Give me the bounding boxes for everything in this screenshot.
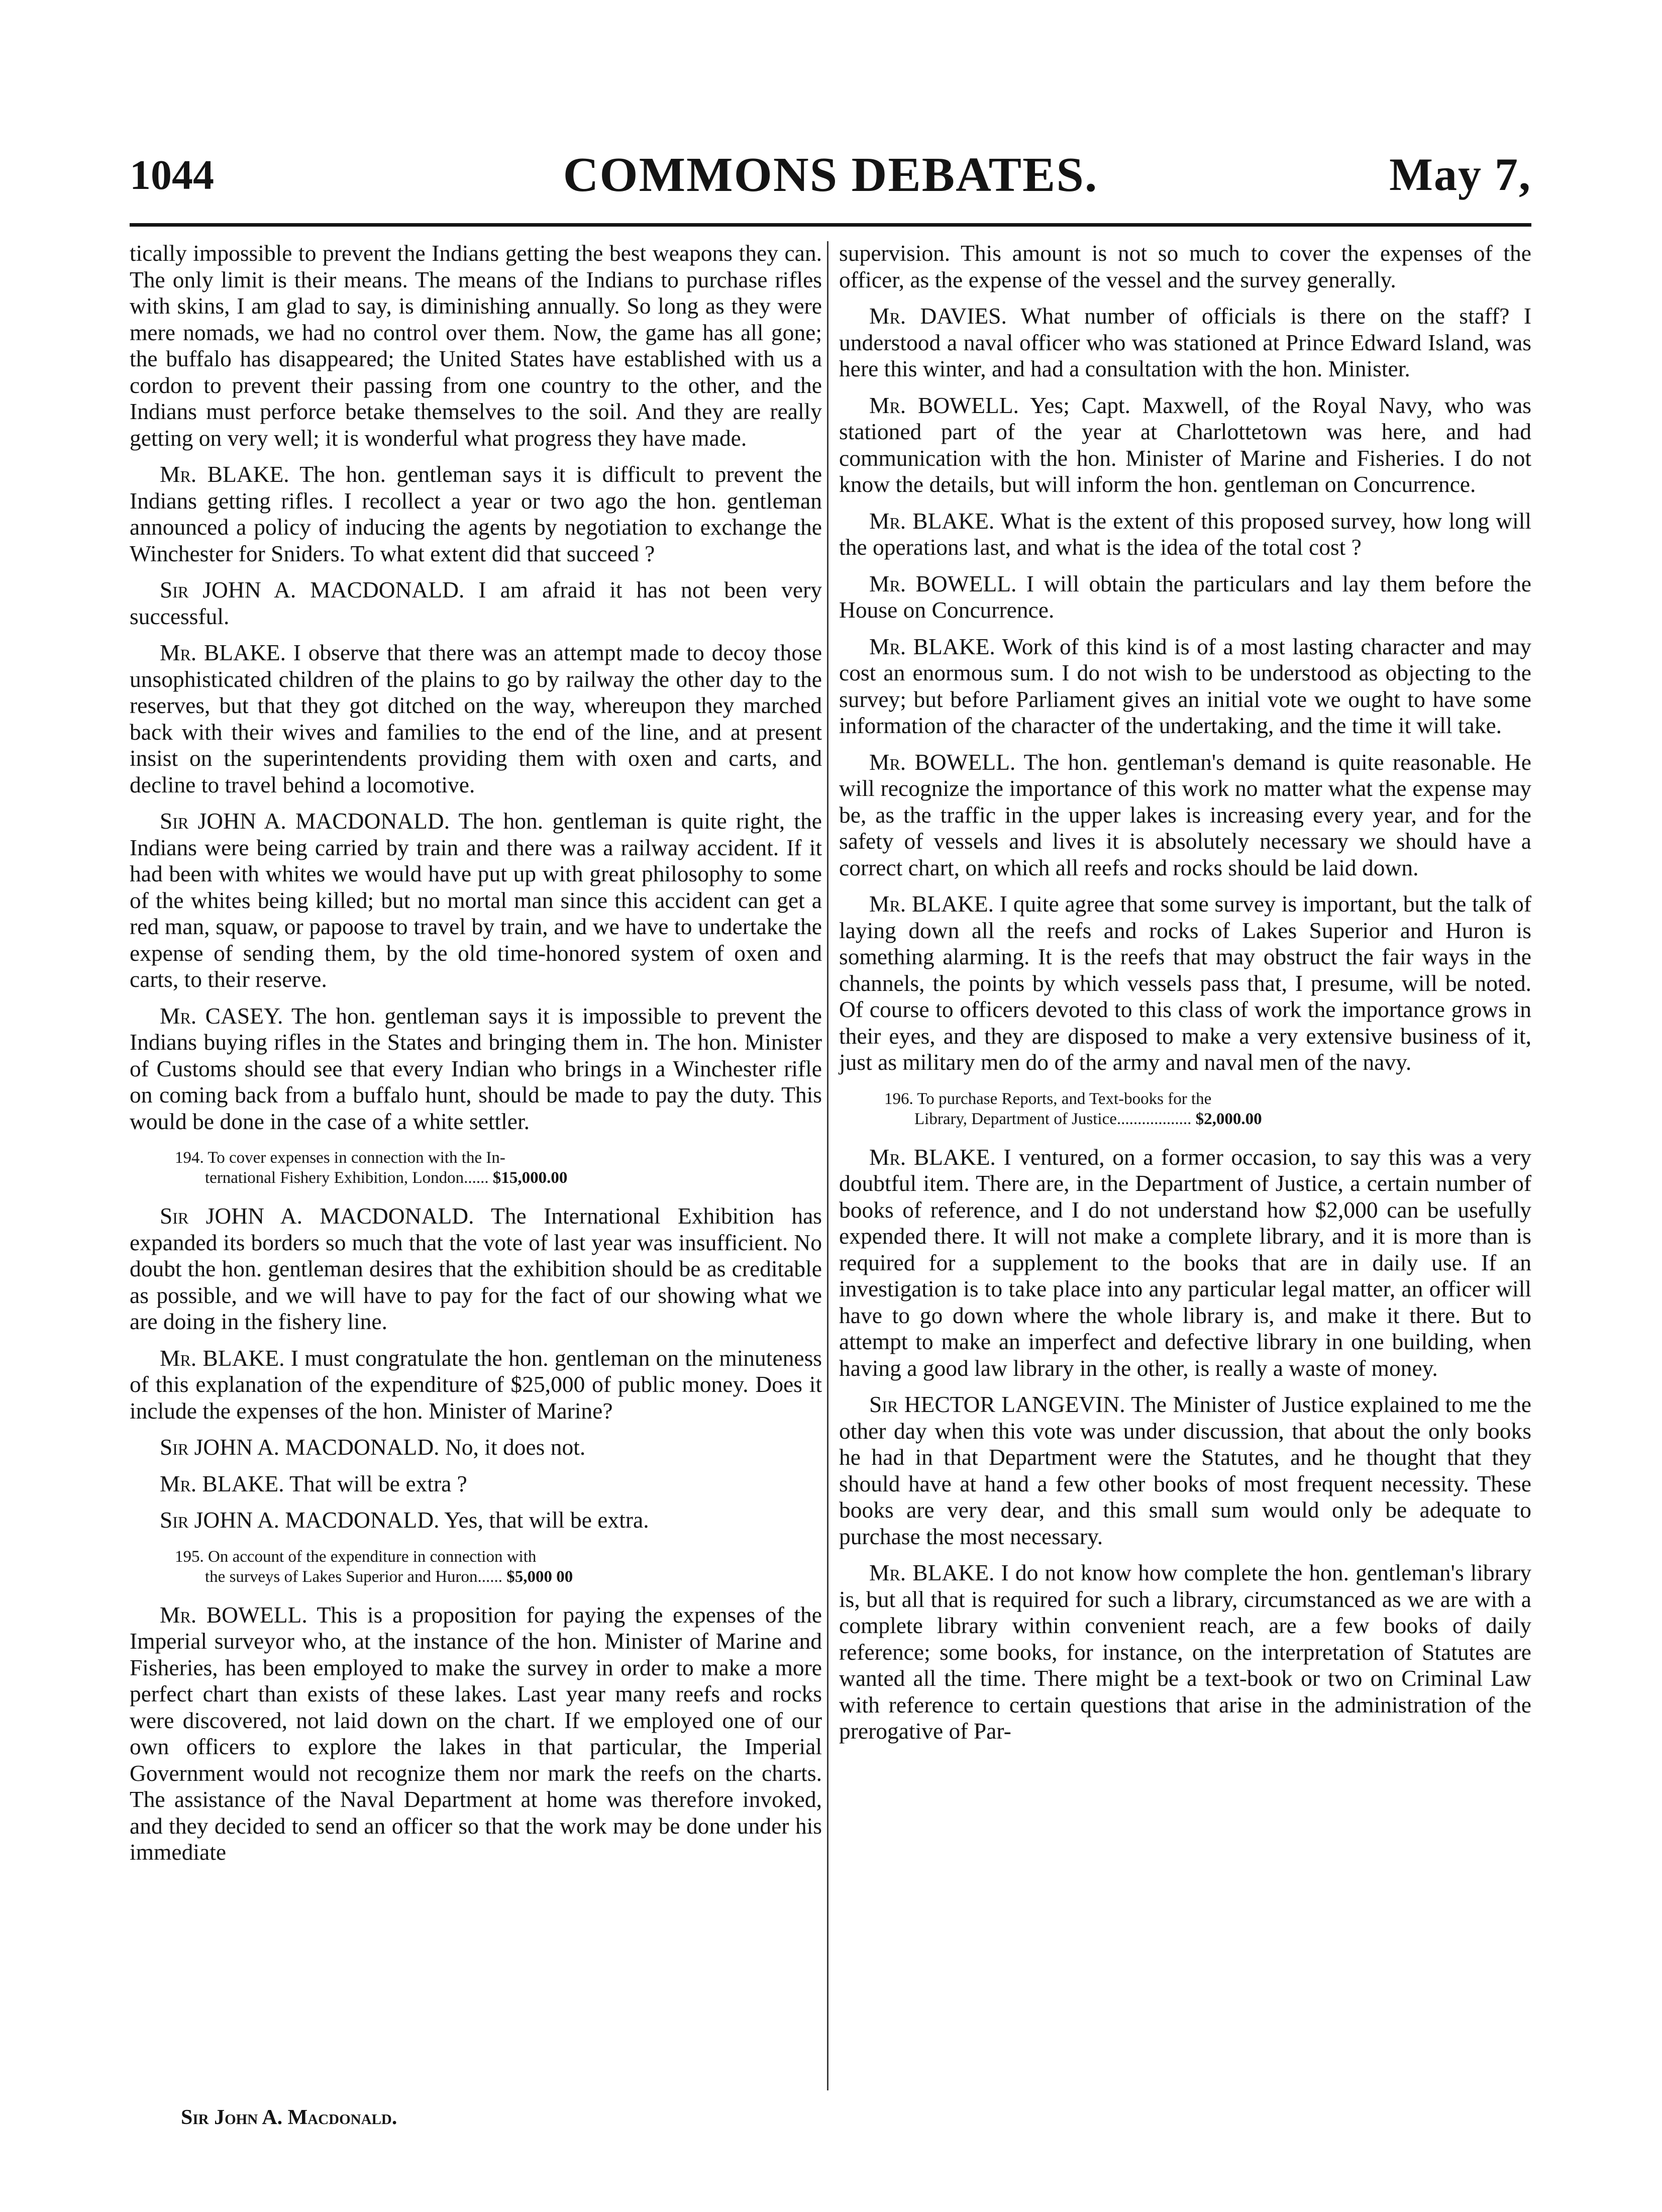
speech-text: Yes; Capt. Maxwell, of the Royal Navy, who was stationed part of the year at Charlottetown was here, and had communication with the hon. Minister of Marine and Fisheries. I do not know the details, but will inform the hon. gentleman on Concurrence. bbox=[839, 392, 1531, 497]
speech-paragraph bbox=[839, 634, 1531, 739]
estimate-item bbox=[130, 1148, 822, 1188]
speech-text: I will obtain the particulars and lay them before the House on Concurrence. bbox=[839, 570, 1531, 623]
page-header bbox=[130, 132, 1531, 212]
estimate-item-amount: $15,000.00 bbox=[492, 1169, 568, 1187]
speech-paragraph bbox=[130, 461, 822, 567]
speaker-name: Mr. BLAKE. bbox=[869, 1560, 995, 1585]
speech-paragraph bbox=[130, 1471, 822, 1497]
estimate-item-line2 bbox=[130, 1567, 822, 1587]
left-column bbox=[130, 240, 822, 1866]
speech-paragraph bbox=[130, 808, 822, 993]
estimate-item-description: ternational Fishery Exhibition, London...... bbox=[205, 1169, 489, 1187]
speaker-name: Sir JOHN A. MACDONALD. bbox=[160, 808, 450, 834]
speaker-name: Mr. BLAKE. bbox=[160, 640, 286, 665]
speech-text: What number of officials is there on the staff? I understood a naval officer who was stationed at Prince Edward Island, was here this winter, and had a consultation with the hon. Minister. bbox=[839, 303, 1531, 381]
footer-signature: Sir John A. Macdonald. bbox=[181, 2106, 397, 2129]
header-rule bbox=[130, 223, 1531, 227]
speech-paragraph bbox=[130, 1602, 822, 1866]
speaker-name: Mr. CASEY. bbox=[160, 1002, 283, 1029]
speech-text: Work of this kind is of a most lasting character and may cost an enormous sum. I do not wish to be understood as objecting to the survey; but before Parliament gives an initial vote we ought to have some information of the character of the undertaking, and the time it will take. bbox=[839, 633, 1532, 738]
estimate-item-line1: 195. On account of the expenditure in connection with bbox=[175, 1547, 537, 1566]
speaker-name: Mr. BOWELL. bbox=[869, 570, 1017, 596]
right-column bbox=[839, 240, 1531, 1745]
speaker-name: Sir JOHN A. MACDONALD. bbox=[160, 1434, 440, 1460]
speech-text: The hon. gentleman says it is impossible to prevent the Indians buying rifles in the States and bringing them in. The hon. Minister of Customs should see that every Indian who brings in a Winchester rifle on coming back from a buffalo hunt, should be made to pay the duty. This would be done in the case of a white settler. bbox=[130, 1002, 822, 1134]
speaker-name: Mr. BOWELL. bbox=[869, 392, 1019, 418]
page-number: 1044 bbox=[130, 152, 214, 198]
speaker-name: Mr. BLAKE. bbox=[160, 1470, 284, 1496]
speech-text: This is a proposition for paying the expenses of the Imperial surveyor who, at the instance of the hon. Minister of Marine and Fisheries, has been employed to make the survey in order to make a more perfect chart than exists of these lakes. Last year many reefs and rocks were discovered, not laid down on the chart. If we employed one of our own officers to explore the lakes in that particular, the Imperial Government would not recognize them nor mark the reefs on the charts. The assistance of the Naval Department at home was therefore invoked, and they decided to send an officer so that the work may be done under his immediate bbox=[130, 1601, 822, 1865]
speech-paragraph bbox=[839, 571, 1531, 624]
estimate-item bbox=[130, 1547, 822, 1587]
speech-text: I observe that there was an attempt made to decoy those unsophisticated children of the plains to go by railway the other day to the reserves, but that they got ditched on the way, whereupon they marched back with their wives and families to the end of the line, and at present insist on the superintendents providing them with oxen and carts, and decline to travel behind a locomotive. bbox=[130, 640, 822, 797]
speech-text: tically impossible to prevent the Indians getting the best weapons they can. The only limit is their means. The means of the Indians to purchase rifles with skins, I am glad to say, is diminishing annually. So long as they were mere nomads, we had no control over them. Now, the game has all gone; the buffalo has disappeared; the United States have established with us a cordon to prevent their passing from one country to the other, and the Indians must perforce betake themselves to the soil. And they are really getting on very well; it is wonderful what progress they have made. bbox=[130, 240, 822, 451]
speech-text: supervision. This amount is not so much to cover the expenses of the officer, as the expense of the vessel and the survey generally. bbox=[839, 240, 1531, 292]
speech-paragraph bbox=[130, 240, 822, 451]
speech-text: The hon. gentleman says it is difficult to prevent the Indians getting rifles. I recollect a year or two ago the hon. gentleman announced a policy of inducing the agents by negotiation to exchange the Winchester for Sniders. To what extent did that succeed ? bbox=[130, 461, 822, 566]
speaker-name: Sir HECTOR LANGEVIN. bbox=[869, 1391, 1125, 1417]
speaker-name: Mr. BLAKE. bbox=[869, 891, 994, 917]
speaker-name: Mr. BOWELL. bbox=[869, 749, 1016, 775]
estimate-item-line1: 194. To cover expenses in connection with the In- bbox=[175, 1149, 505, 1167]
speaker-name: Mr. BLAKE. bbox=[160, 461, 289, 487]
speaker-name: Sir JOHN A. MACDONALD. bbox=[160, 1507, 440, 1533]
speech-paragraph bbox=[839, 392, 1531, 498]
speech-paragraph bbox=[839, 240, 1531, 293]
speech-paragraph bbox=[839, 1144, 1531, 1382]
speaker-name: Mr. BLAKE. bbox=[160, 1345, 285, 1371]
speech-paragraph bbox=[130, 1507, 822, 1534]
estimate-item-description: the surveys of Lakes Superior and Huron...... bbox=[205, 1567, 503, 1586]
speech-paragraph bbox=[839, 508, 1531, 561]
speaker-name: Mr. DAVIES. bbox=[869, 303, 1007, 329]
speaker-name: Mr. BLAKE. bbox=[869, 1144, 996, 1170]
column-divider bbox=[827, 241, 828, 2090]
speech-text: Yes, that will be extra. bbox=[444, 1507, 649, 1533]
estimate-item bbox=[839, 1089, 1531, 1129]
speech-text: That will be extra ? bbox=[289, 1470, 467, 1496]
speech-text: What is the extent of this proposed survey, how long will the operations last, and what is the idea of the total cost ? bbox=[839, 508, 1532, 560]
speech-paragraph bbox=[839, 1391, 1531, 1550]
speech-paragraph bbox=[130, 1003, 822, 1135]
speech-text: The Minister of Justice explained to me the other day when this vote was under discussion, that about the only books he had in that Department were the Statutes, and he thought that they should have at hand a few other books of most frequent necessity. These books are very dear, and this small sum would only be adequate to purchase the most necessary. bbox=[839, 1391, 1531, 1549]
estimate-item-description: Library, Department of Justice.................. bbox=[914, 1110, 1192, 1128]
speech-text: No, it does not. bbox=[445, 1434, 586, 1460]
estimate-item-amount: $2,000.00 bbox=[1195, 1110, 1262, 1128]
estimate-item-amount: $5,000 00 bbox=[506, 1567, 573, 1586]
speech-text: I do not know how complete the hon. gentleman's library is, but all that is required for such a library, circumstanced as we are with a complete library within convenient reach, are a few books of daily reference; some books, for instance, on the interpretation of Statutes are wanted all the time. There might be a text-book or two on Criminal Law with reference to certain questions that arise in the administration of the prerogative of Par- bbox=[839, 1560, 1531, 1744]
publication-title: COMMONS DEBATES. bbox=[563, 148, 1098, 202]
page-date: May 7, bbox=[1389, 149, 1531, 200]
speech-paragraph bbox=[839, 749, 1531, 881]
speech-text: I must congratulate the hon. gentleman on the minuteness of this explanation of the expenditure of $25,000 of public money. Does it include the expenses of the hon. Minister of Marine? bbox=[130, 1345, 822, 1424]
speech-text: The hon. gentleman's demand is quite reasonable. He will recognize the importance of this work no matter what the expense may be, as the traffic in the upper lakes is increasing every year, and for the safety of vessels and lives it is absolutely necessary we should have a correct chart, on which all reefs and rocks should be laid down. bbox=[839, 749, 1531, 880]
speech-paragraph bbox=[839, 303, 1531, 382]
speech-paragraph bbox=[839, 891, 1531, 1076]
speech-text: I am afraid it has not been very successful. bbox=[130, 577, 822, 629]
estimate-item-line2 bbox=[839, 1109, 1531, 1129]
speaker-name: Mr. BLAKE. bbox=[869, 633, 995, 659]
speaker-name: Mr. BLAKE. bbox=[869, 508, 995, 534]
speech-text: The hon. gentleman is quite right, the Indians were being carried by train and there was a railway accident. If it had been with whites we would have put up with great philosophy to some of the whites being killed; but no mortal man since this accident can get a red man, squaw, or papoose to travel by train, and we have to undertake the expense of sending them, by the old time-honored system of oxen and carts, to their reserve. bbox=[130, 808, 822, 992]
speech-text: I quite agree that some survey is important, but the talk of laying down all the reefs and rocks of Lakes Superior and Huron is something alarming. It is the reefs that may obstruct the fair ways in the channels, the points by which vessels pass that, I presume, will be noted. Of course to officers devoted to this class of work the importance grows in their eyes, and they are disposed to make a very extensive business of it, just as military men do of the army and naval men of the navy. bbox=[839, 891, 1532, 1075]
speech-paragraph bbox=[839, 1560, 1531, 1745]
speech-paragraph bbox=[130, 1203, 822, 1335]
speech-paragraph bbox=[130, 1434, 822, 1461]
speech-paragraph bbox=[130, 640, 822, 798]
estimate-item-line1: 196. To purchase Reports, and Text-books for the bbox=[884, 1089, 1212, 1108]
speech-text: I ventured, on a former occasion, to say this was a very doubtful item. There are, in the Department of Justice, a certain number of books of reference, and I do not understand how $2,000 can be usefully expended there. It will not make a complete library, and it is more than is required for a supplement to the books that are in daily use. If an investigation is to take place into any particular legal matter, an officer will have to go down where the whole library is, and make it there. But to attempt to make an imperfect and defective library in one building, when having a good law library in the other, is really a waste of money. bbox=[839, 1144, 1532, 1381]
speaker-name: Sir JOHN A. MACDONALD. bbox=[160, 577, 465, 602]
speech-text: The International Exhibition has expanded its borders so much that the vote of last year was insufficient. No doubt the hon. gentleman desires that the exhibition should be as creditable as possible, and we will have to pay for the fact of our showing what we are doing in the fishery line. bbox=[130, 1203, 822, 1334]
speaker-name: Sir JOHN A. MACDONALD. bbox=[160, 1203, 474, 1229]
speech-paragraph bbox=[130, 577, 822, 630]
speaker-name: Mr. BOWELL. bbox=[160, 1601, 307, 1628]
estimate-item-line2 bbox=[130, 1168, 822, 1188]
speech-paragraph bbox=[130, 1345, 822, 1425]
